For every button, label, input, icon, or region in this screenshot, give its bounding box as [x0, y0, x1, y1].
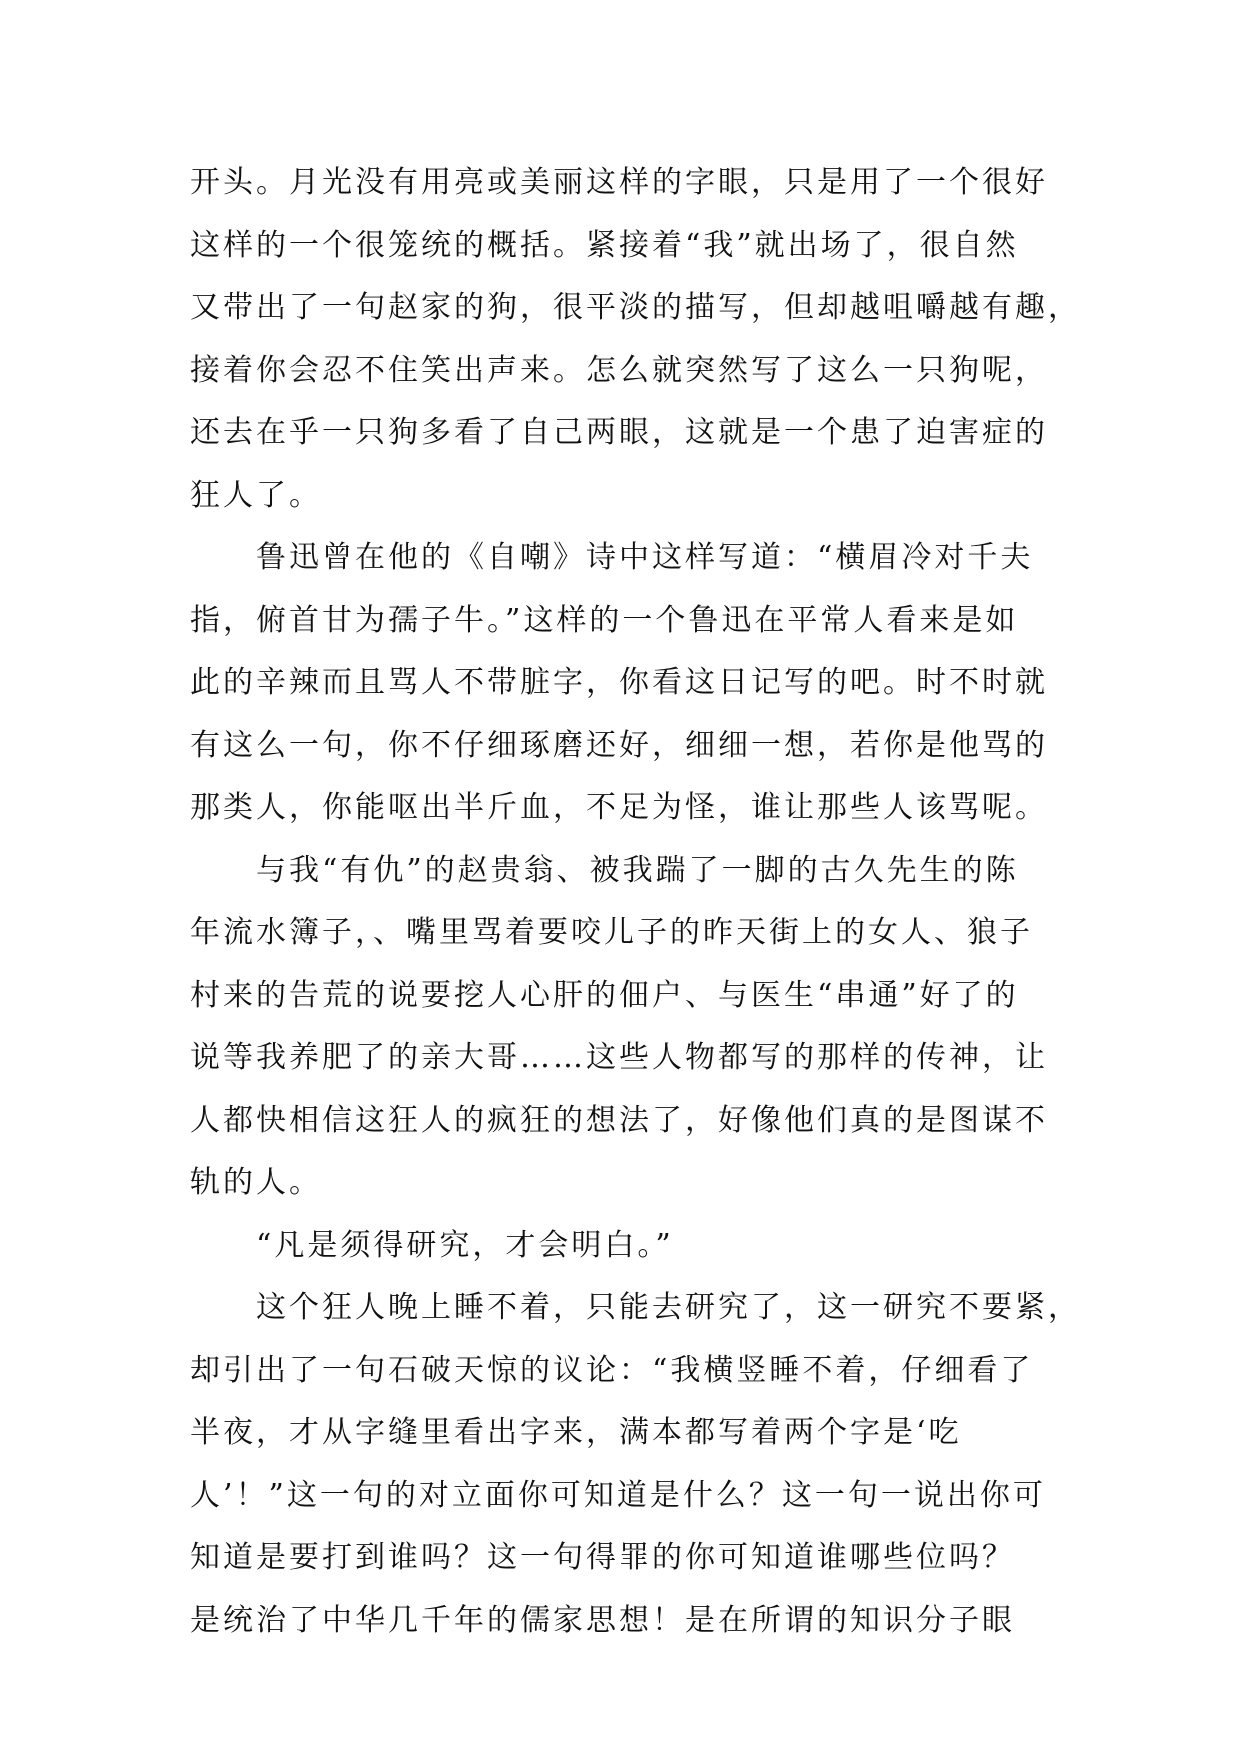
text-line: 指，俯首甘为孺子牛。”这样的一个鲁迅在平常人看来是如 [190, 602, 1019, 638]
text-line: 半夜，才从字缝里看出字来，满本都写着两个字是‘吃 [190, 1415, 962, 1450]
text-line: 鲁迅曾在他的《自嘲》诗中这样写道：“横眉冷对千夫 [190, 540, 1034, 575]
text-line: 人都快相信这狂人的疯狂的想法了，好像他们真的是图谋不 [190, 1102, 1048, 1138]
text-line: 人’！”这一句的对立面你可知道是什么？这一句一说出你可 [190, 1477, 1046, 1513]
text-line: 此的辛辣而且骂人不带脏字，你看这日记写的吧。时不时就 [190, 665, 1048, 700]
text-line: 村来的告荒的说要挖人心肝的佃户、与医生“串通”好了的 [190, 977, 1019, 1013]
text-line: 说等我养肥了的亲大哥……这些人物都写的那样的传神，让 [190, 1040, 1048, 1075]
text-line: 与我“有仇”的赵贵翁、被我踹了一脚的古久先生的陈 [190, 852, 1019, 888]
text-line: “凡是须得研究，才会明白。” [190, 1227, 674, 1263]
text-line: 又带出了一句赵家的狗，很平淡的描写，但却越咀嚼越有趣， [190, 290, 1081, 325]
text-line: 这个狂人晚上睡不着，只能去研究了，这一研究不要紧， [190, 1290, 1081, 1325]
text-line: 开头。月光没有用亮或美丽这样的字眼，只是用了一个很好 [190, 165, 1048, 200]
text-line: 接着你会忍不住笑出声来。怎么就突然写了这么一只狗呢， [190, 352, 1048, 388]
text-line: 有这么一句，你不仔细琢磨还好，细细一想，若你是他骂的 [190, 727, 1048, 763]
text-line: 这样的一个很笼统的概括。紧接着“我”就出场了，很自然 [190, 227, 1019, 263]
text-line: 轨的人。 [190, 1165, 322, 1200]
text-line: 年流水簿子，、嘴里骂着要咬儿子的昨天街上的女人、狼子 [190, 915, 1033, 950]
text-line: 却引出了一句石破天惊的议论：“我横竖睡不着，仔细看了 [190, 1352, 1034, 1388]
text-line: 狂人了。 [190, 477, 322, 513]
text-line: 还去在乎一只狗多看了自己两眼，这就是一个患了迫害症的 [190, 415, 1048, 450]
body-text [190, 152, 1081, 1652]
text-line: 知道是要打到谁吗？这一句得罪的你可知道谁哪些位吗？ [190, 1540, 1015, 1575]
text-line: 是统治了中华几千年的儒家思想！是在所谓的知识分子眼 [190, 1602, 1015, 1638]
text-line: 那类人，你能呕出半斤血，不足为怪，谁让那些人该骂呢。 [190, 790, 1048, 825]
